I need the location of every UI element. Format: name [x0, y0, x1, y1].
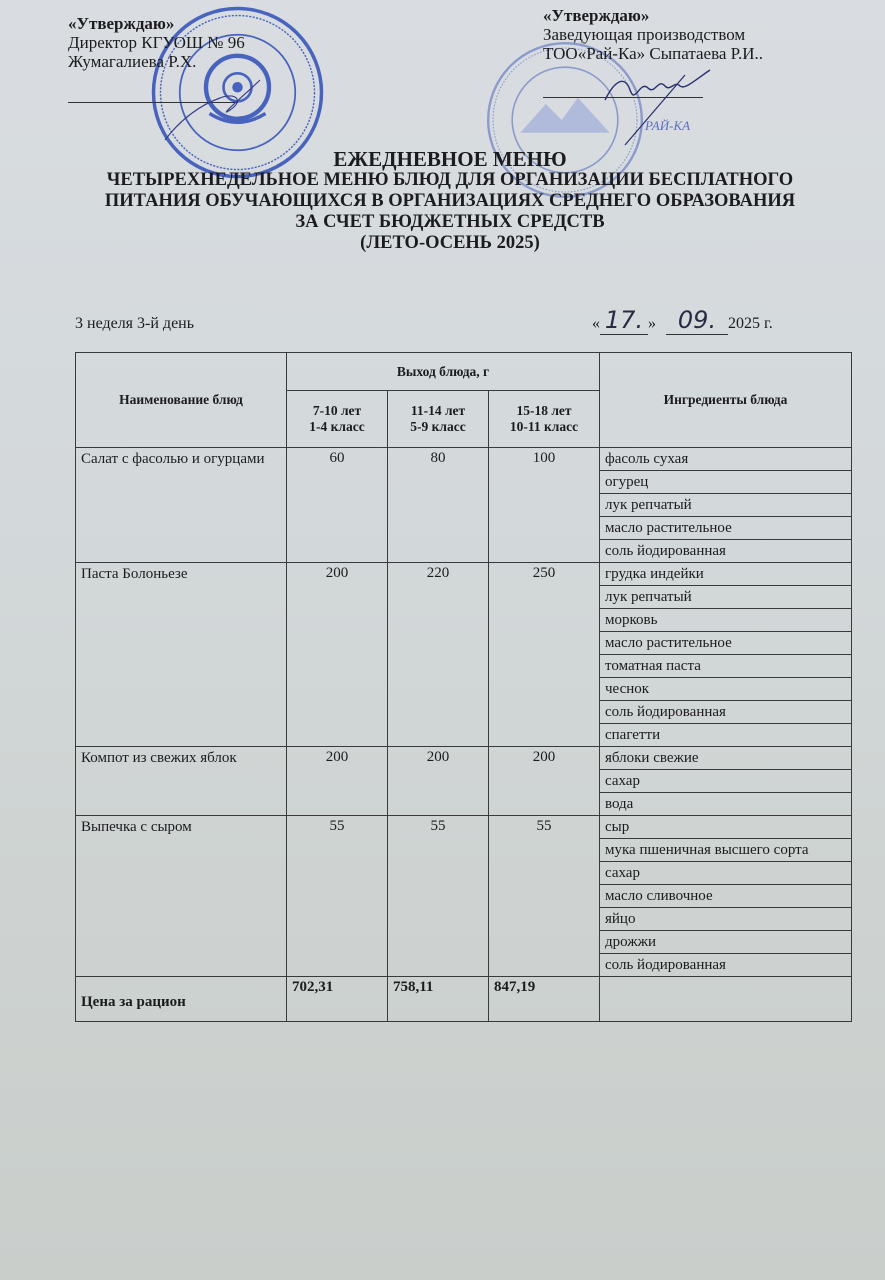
age-label: 7-10 лет [312, 403, 362, 418]
ingredient: яблоки свежие [600, 747, 852, 770]
approval-position: Заведующая производством [543, 25, 746, 44]
ingredient: сахар [600, 770, 852, 793]
dish-portion: 55 [489, 816, 600, 977]
ingredient: мука пшеничная высшего сорта [600, 839, 852, 862]
table-row [76, 448, 852, 471]
ingredient: чеснок [600, 678, 852, 701]
age-label: 15-18 лет [516, 403, 572, 418]
ingredient: масло растительное [600, 632, 852, 655]
table-row [76, 747, 852, 770]
ingredient: грудка индейки [600, 563, 852, 586]
ingredient: сыр [600, 816, 852, 839]
total-row [76, 977, 852, 1022]
ingredient: масло сливочное [600, 885, 852, 908]
total-price: 758,11 [388, 977, 489, 1022]
approval-name: ТОО«Рай-Ка» Сыпатаева Р.И.. [543, 44, 764, 63]
ingredient: томатная паста [600, 655, 852, 678]
ingredient: соль йодированная [600, 701, 852, 724]
dish-name: Салат с фасолью и огурцами [76, 448, 287, 563]
document-title [60, 148, 840, 254]
date-close-quote: » [648, 315, 656, 332]
header-output: Выход блюда, г [287, 353, 600, 391]
grade-label: 5-9 класс [410, 419, 466, 434]
grade-label: 1-4 класс [309, 419, 365, 434]
dish-name: Выпечка с сыром [76, 816, 287, 977]
dish-portion: 80 [388, 448, 489, 563]
dish-name: Паста Болоньезе [76, 563, 287, 747]
ingredient: яйцо [600, 908, 852, 931]
ingredient: сахар [600, 862, 852, 885]
title-line-1: ЧЕТЫРЕХНЕДЕЛЬНОЕ МЕНЮ БЛЮД ДЛЯ ОРГАНИЗАЦИИ БЕСПЛАТНОГО [106, 170, 794, 190]
header-age-group [388, 391, 489, 448]
header-ingredients: Ингредиенты блюда [600, 353, 852, 448]
stamp-brand-text: РАЙ-КА [645, 118, 691, 133]
date-month: 09. [666, 306, 728, 335]
dish-portion: 55 [287, 816, 388, 977]
approval-heading: «Утверждаю» [543, 6, 650, 25]
dish-portion: 200 [489, 747, 600, 816]
approval-name: Жумагалиева Р.Х. [68, 52, 197, 71]
ingredient: лук репчатый [600, 586, 852, 609]
approval-block-left [68, 14, 245, 71]
dish-portion: 200 [287, 747, 388, 816]
signature-left-icon [160, 70, 270, 150]
total-label: Цена за рацион [76, 977, 287, 1022]
menu-table [75, 352, 852, 1022]
approval-heading: «Утверждаю» [68, 14, 175, 33]
ingredient: вода [600, 793, 852, 816]
header-dish-name: Наименование блюд [76, 353, 287, 448]
total-empty-cell [600, 977, 852, 1022]
title-line-3: ЗА СЧЕТ БЮДЖЕТНЫХ СРЕДСТВ [295, 212, 605, 232]
table-row [76, 563, 852, 586]
date-open-quote: « [592, 315, 600, 332]
week-day-label: 3 неделя 3-й день [75, 315, 195, 332]
dish-portion: 100 [489, 448, 600, 563]
header-age-group [489, 391, 600, 448]
ingredient: спагетти [600, 724, 852, 747]
dish-portion: 60 [287, 448, 388, 563]
ingredient: огурец [600, 471, 852, 494]
menu-date [592, 306, 773, 335]
title-line-2: ПИТАНИЯ ОБУЧАЮЩИХСЯ В ОРГАНИЗАЦИЯХ СРЕДНЕГО ОБРАЗОВАНИЯ [104, 191, 796, 211]
dish-portion: 220 [388, 563, 489, 747]
dish-portion: 200 [287, 563, 388, 747]
ingredient: лук репчатый [600, 494, 852, 517]
dish-portion: 250 [489, 563, 600, 747]
ingredient: соль йодированная [600, 954, 852, 977]
table-row [76, 816, 852, 839]
header-age-group [287, 391, 388, 448]
dish-name: Компот из свежих яблок [76, 747, 287, 816]
title-main: ЕЖЕДНЕВНОЕ МЕНЮ [333, 147, 567, 171]
grade-label: 10-11 класс [509, 419, 579, 434]
signature-right-icon [600, 60, 720, 150]
date-day: 17. [600, 306, 648, 335]
dish-portion: 200 [388, 747, 489, 816]
ingredient: дрожжи [600, 931, 852, 954]
ingredient: морковь [600, 609, 852, 632]
ingredient: соль йодированная [600, 540, 852, 563]
ingredient: фасоль сухая [600, 448, 852, 471]
dish-portion: 55 [388, 816, 489, 977]
age-label: 11-14 лет [410, 403, 466, 418]
title-line-4: (ЛЕТО-ОСЕНЬ 2025) [360, 233, 540, 253]
approval-position: Директор КГУОШ № 96 [68, 33, 245, 52]
ingredient: масло растительное [600, 517, 852, 540]
total-price: 702,31 [287, 977, 388, 1022]
total-price: 847,19 [489, 977, 600, 1022]
date-year: 2025 г. [728, 315, 773, 332]
approval-block-right [543, 6, 763, 63]
